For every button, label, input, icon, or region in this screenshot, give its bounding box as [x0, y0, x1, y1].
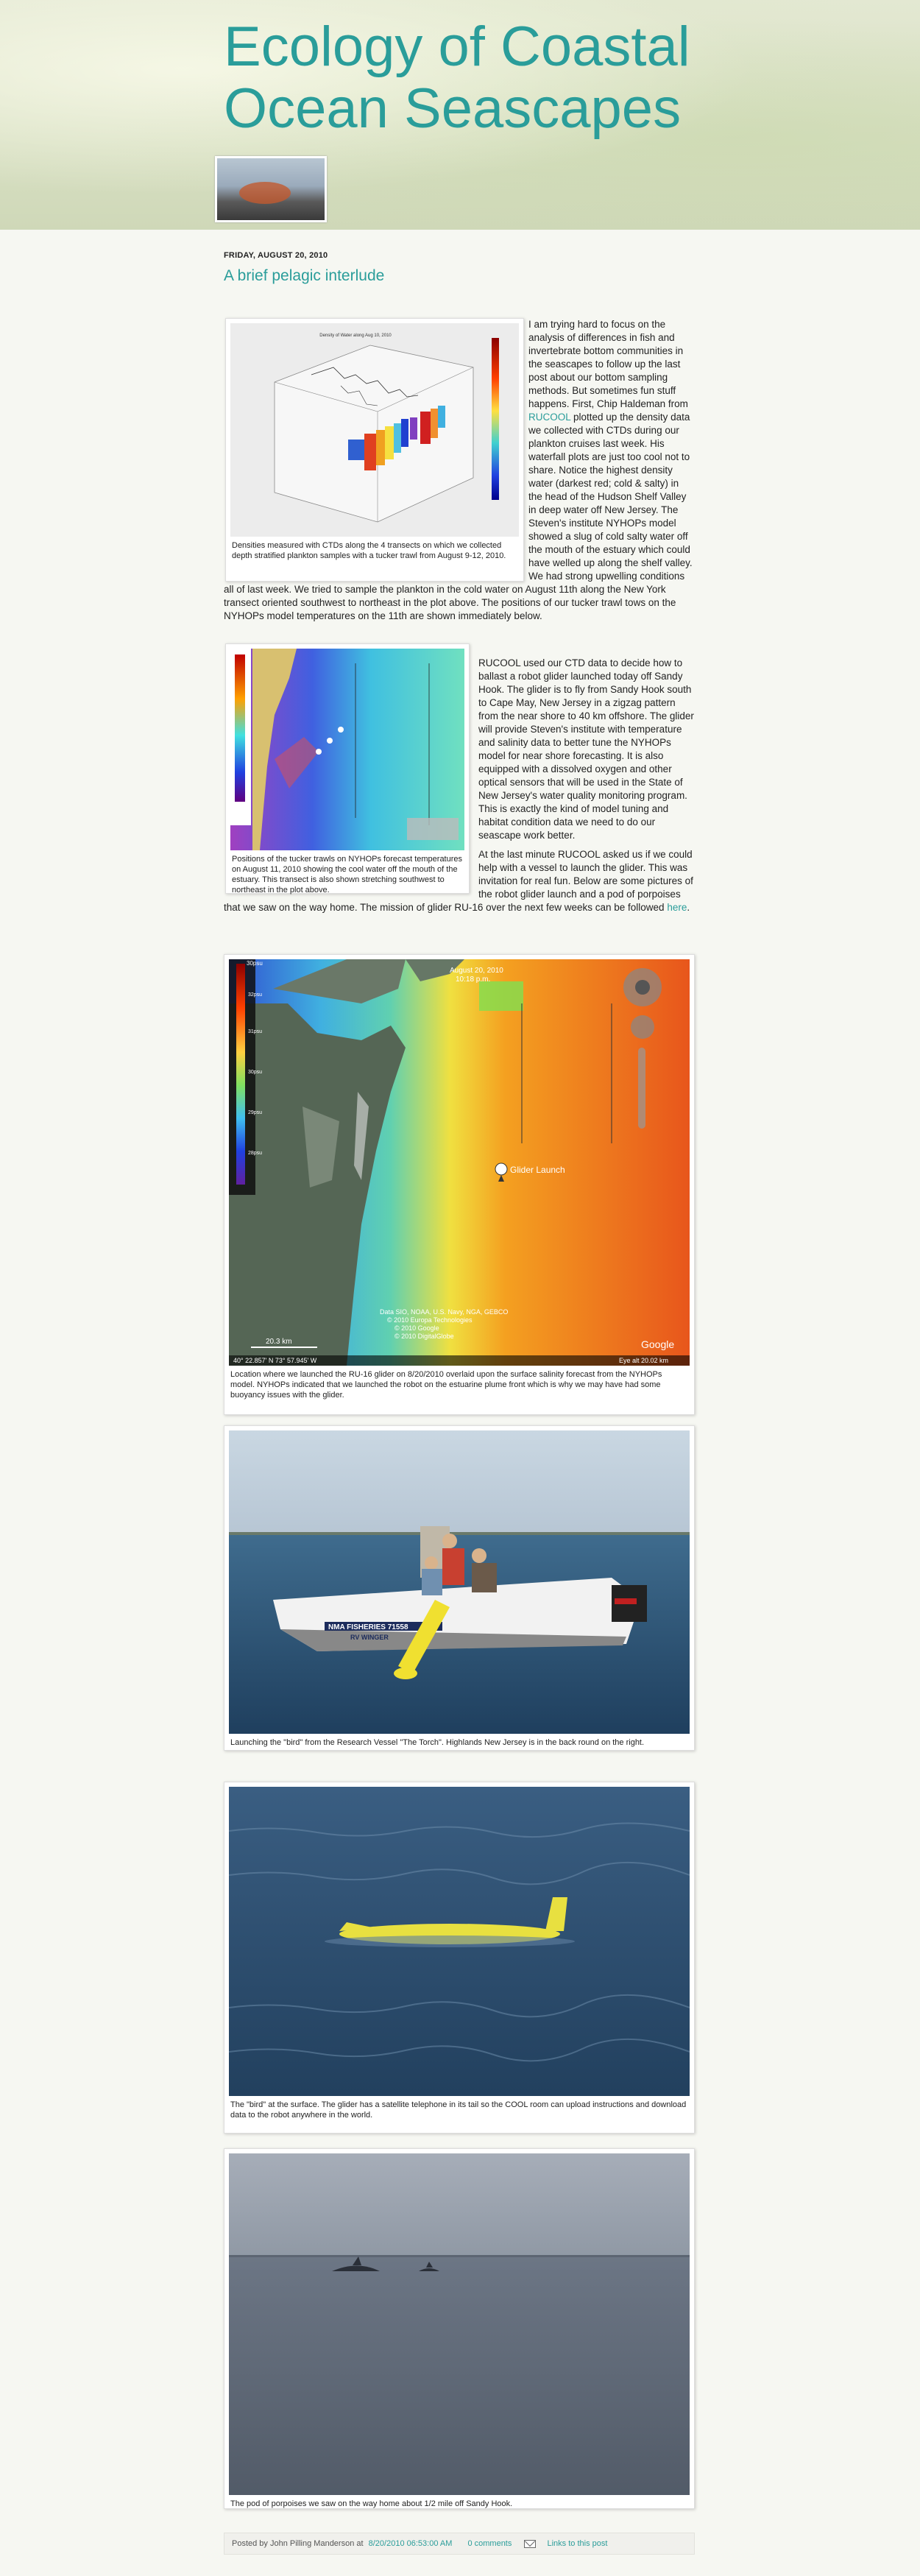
map-time: 10:18 p.m.: [456, 975, 491, 984]
google-brand: Google: [641, 1338, 675, 1350]
figure-bird-at-surface[interactable]: [224, 1782, 695, 2134]
rucool-link[interactable]: RUCOOL: [528, 412, 571, 423]
post-footer: [224, 2533, 695, 2555]
post-timestamp-link[interactable]: 8/20/2010 06:53:00 AM: [368, 2539, 453, 2548]
plot-title: Density of Water along Aug 10, 2010: [319, 334, 392, 338]
paragraph-glider: RUCOOL used our CTD data to decide how to ballast a robot glider launched today off Sandy Hook. The glider is to fly from Sandy Hook south to Cape May, New Jersey in a zigzag pattern from the near shore to 40 km offshore. The glider will provide Steven's institute with temperature and salinity data to better tune the NYHOPs model for near shore forecasting. It is also equipped with a dissolved oxygen and other optical sensors that will be used in the State of New Jersey's water quality monitoring program. This is exactly the kind of model tuning and habitat condition data we need to do our seascape work better.: [478, 657, 694, 841]
salinity-google-earth-map: [229, 959, 690, 1366]
figure-launching-bird[interactable]: [224, 1425, 695, 1751]
glider-mission-link[interactable]: here: [667, 902, 687, 913]
figure-porpoises-caption: The pod of porpoises we saw on the way home about 1/2 mile off Sandy Hook.: [230, 2499, 513, 2508]
blog-header: [0, 0, 920, 230]
salinity-legend-tick: 28psu: [248, 1151, 263, 1156]
glider-launch-placemark-icon[interactable]: [495, 1163, 507, 1175]
boat-hull-text-2: RV WINGER: [350, 1634, 389, 1641]
photo-porpoises: [229, 2153, 690, 2495]
map-attribution-3: © 2010 Google: [394, 1324, 439, 1332]
photo-boat-launch: [229, 1430, 690, 1734]
paragraph-launch-text-a: At the last minute RUCOOL asked us if we could help with a vessel to launch the glider. This was invitation for real fun. Below are some pictures of the robot glider launch and a pod of porpoises that we saw on the way home. The mission of glider RU-16 over the next few weeks can be followed: [224, 849, 693, 913]
salinity-legend-tick: 30psu: [248, 1070, 263, 1075]
date-header: FRIDAY, AUGUST 20, 2010: [224, 251, 328, 260]
figure-glider-launch-caption: Location where we launched the RU-16 glider on 8/20/2010 overlaid upon the surface salinity forecast from the NYHOPs model. NYHOPs indicated that we launched the robot on the estuarine plume front which is why we may have had some buoyancy issues with the glider.: [230, 1370, 662, 1400]
comments-link[interactable]: 0 comments: [467, 2539, 512, 2548]
salinity-legend-tick: 31psu: [248, 1029, 263, 1034]
map-coordinates: 40° 22.857' N 73° 57.945' W: [233, 1357, 317, 1364]
salinity-legend-top: 30psu: [247, 960, 263, 967]
boat-hull-text: NMA FISHERIES 71558: [328, 1623, 408, 1631]
map-date: August 20, 2010: [450, 967, 503, 975]
paragraph-launch: [224, 848, 695, 914]
paragraph-intro: [224, 318, 695, 623]
photo-glider-surface: [229, 1787, 690, 2096]
post-title[interactable]: A brief pelagic interlude: [224, 267, 385, 284]
zoom-slider[interactable]: [638, 1048, 645, 1129]
map-attribution-4: © 2010 DigitalGlobe: [394, 1333, 454, 1340]
paragraph-launch-text-b: .: [687, 902, 690, 913]
figure-surface-caption: The "bird" at the surface. The glider has a satellite telephone in its tail so the COOL room can upload instructions and download data to the robot anywhere in the world.: [230, 2100, 687, 2120]
pan-control-icon[interactable]: [631, 1015, 654, 1039]
salinity-legend-tick: 29psu: [248, 1110, 263, 1115]
glider-launch-label: Glider Launch: [510, 1165, 565, 1175]
salinity-legend-tick: 32psu: [248, 992, 263, 998]
links-to-post-link[interactable]: Links to this post: [547, 2539, 608, 2548]
figure-glider-launch-map[interactable]: [224, 954, 695, 1415]
nyhops-temperature-map: [230, 649, 464, 850]
figure-nyhops-caption: Positions of the tucker trawls on NYHOPs forecast temperatures on August 11, 2010 showing the cool water off the mouth of the estuary. This transect is also shown stretching southwest to northeast in the plot above.: [232, 855, 463, 894]
map-eye-alt: Eye alt 20.02 km: [619, 1357, 669, 1364]
figure-launching-caption: Launching the "bird" from the Research Vessel "The Torch". Highlands New Jersey is in the back round on the right.: [230, 1738, 645, 1747]
blog-title[interactable]: Ecology of Coastal Ocean Seascapes: [224, 15, 690, 140]
map-attribution: Data SIO, NOAA, U.S. Navy, NGA, GEBCO: [380, 1308, 509, 1316]
header-thumbnail: [215, 156, 327, 222]
figure-density-caption: Densities measured with CTDs along the 4 transects on which we collected depth stratified plankton samples with a tucker trawl from August 9-12, 2010.: [232, 541, 506, 560]
figure-porpoises[interactable]: [224, 2148, 695, 2509]
map-scale: 20.3 km: [266, 1338, 292, 1346]
paragraph-intro-text-a: I am trying hard to focus on the analysis of differences in fish and invertebrate bottom communities in the seascapes to follow up the last post about our bottom sampling methods. But sometimes fun stuff happens. First, Chip Haldeman from: [528, 319, 688, 409]
email-post-icon[interactable]: [524, 2540, 536, 2548]
posted-by: Posted by John Pilling Manderson at: [232, 2539, 364, 2548]
map-attribution-2: © 2010 Europa Technologies: [387, 1316, 473, 1324]
paragraph-intro-text-b: plotted up the density data we collected with CTDs during our plankton cruises last week. His waterfall plots are just too cool not to share. Notice the highest density water (darkest red; cold & salty) in the head of the Hudson Shelf Valley in deep water off New Jersey. The Steven's institute NYHOPs model showed a slug of cold salty water off the mouth of the estuary which could have welled up along the shelf valley. We had strong upwelling conditions all of last week. We tried to sample the plankton in the cold water on August 11th along the New York transect oriented southwest to northeast in the plot above. The positions of our tucker trawl tows on the NYHOPs model temperatures on the 11th are shown immediately below.: [224, 412, 693, 621]
